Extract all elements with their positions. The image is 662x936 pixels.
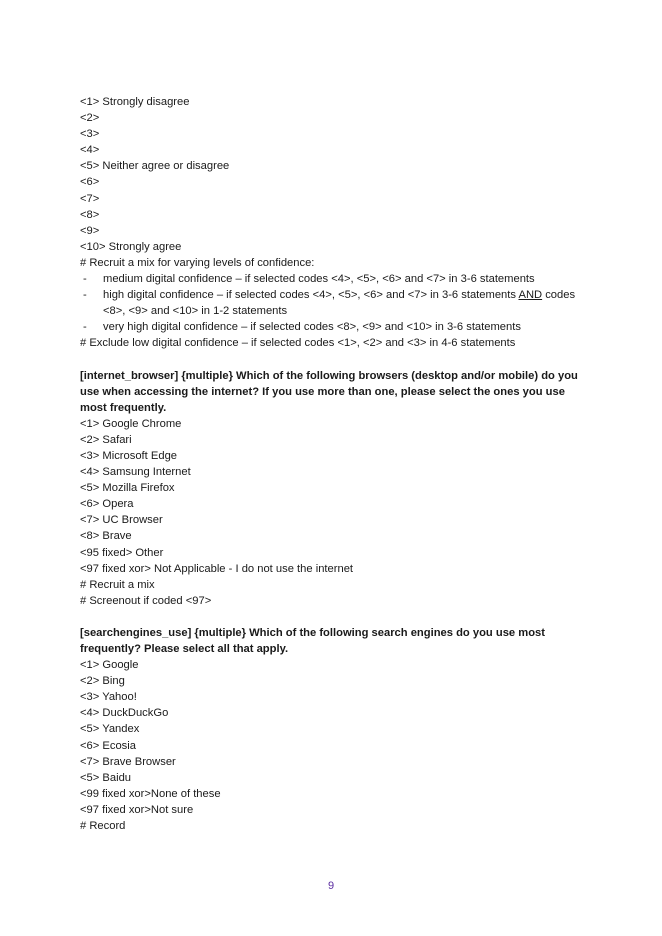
answer-option: <8> Brave	[80, 530, 132, 543]
scale-option: <5> Neither agree or disagree	[80, 160, 230, 173]
answer-option: <3> Yahoo!	[80, 691, 137, 704]
searchengines-question-block	[80, 625, 585, 834]
answer-option: <7> UC Browser	[80, 514, 163, 527]
answer-option: <6> Ecosia	[80, 739, 136, 752]
bullet-dash: -	[83, 321, 87, 334]
answer-option: <7> Brave Browser	[80, 755, 176, 768]
bullet-very-high	[80, 319, 585, 335]
answer-option: <5> Yandex	[80, 723, 140, 736]
scale-option: <4>	[80, 144, 100, 157]
answer-option: <2> Safari	[80, 433, 132, 446]
question-text: [internet_browser] {multiple} Which of the following browsers (desktop and/or mobile) do you use when accessing the internet? If you use more than one, please select the ones you use most frequently.	[80, 369, 578, 414]
bullet-text: high digital confidence – if selected codes <4>, <5>, <6> and <7> in 3-6 statements	[103, 289, 519, 302]
scale-option: <2>	[80, 112, 100, 125]
exclude-note: # Exclude low digital confidence – if selected codes <1>, <2> and <3> in 4-6 statements	[80, 337, 516, 350]
confidence-scale	[80, 94, 585, 255]
scale-option: <1> Strongly disagree	[80, 96, 190, 108]
scale-option: <9>	[80, 224, 100, 237]
routing-note: # Record	[80, 820, 126, 833]
answer-option: <6> Opera	[80, 498, 134, 511]
answer-option: <97 fixed xor> Not Applicable - I do not use the internet	[80, 562, 354, 575]
scale-option: <8>	[80, 208, 100, 221]
spacer	[80, 609, 585, 625]
bullet-text-continued: codes <8>, <9> and <10> in 1-2 statements	[103, 289, 576, 318]
answer-option: <4> DuckDuckGo	[80, 707, 169, 720]
scale-option: <6>	[80, 176, 100, 189]
answer-option: <4> Samsung Internet	[80, 466, 191, 479]
spacer	[80, 352, 585, 368]
answer-option: <5> Mozilla Firefox	[80, 482, 175, 495]
internet-browser-question-block	[80, 368, 585, 609]
answer-option: <2> Bing	[80, 675, 125, 688]
answer-option: <95 fixed> Other	[80, 546, 164, 559]
bullet-medium	[80, 271, 585, 287]
page-number: 9	[327, 880, 335, 892]
bullet-text: medium digital confidence – if selected codes <4>, <5>, <6> and <7> in 3-6 statements	[103, 273, 535, 286]
answer-option: <3> Microsoft Edge	[80, 449, 178, 462]
answer-option: <1> Google	[80, 659, 139, 672]
answer-option: <99 fixed xor>None of these	[80, 787, 221, 800]
question-text: [searchengines_use] {multiple} Which of the following search engines do you use most frequently? Please select all that apply.	[80, 626, 545, 655]
recruit-note: # Recruit a mix for varying levels of confidence:	[80, 256, 315, 269]
bullet-dash: -	[83, 273, 87, 286]
answer-option: <97 fixed xor>Not sure	[80, 803, 194, 816]
bullet-text: very high digital confidence – if selected codes <8>, <9> and <10> in 3-6 statements	[103, 321, 521, 334]
routing-note: # Screenout if coded <97>	[80, 594, 212, 607]
answer-option: <1> Google Chrome	[80, 417, 182, 430]
scale-option: <7>	[80, 192, 100, 205]
bullet-dash: -	[83, 289, 87, 302]
bullet-high	[80, 287, 589, 319]
answer-option: <5> Baidu	[80, 771, 132, 784]
document-body	[80, 94, 585, 834]
bullet-and-underlined: AND	[518, 289, 543, 302]
scale-option: <10> Strongly agree	[80, 240, 182, 253]
scale-option: <3>	[80, 128, 100, 141]
routing-note: # Recruit a mix	[80, 578, 155, 591]
